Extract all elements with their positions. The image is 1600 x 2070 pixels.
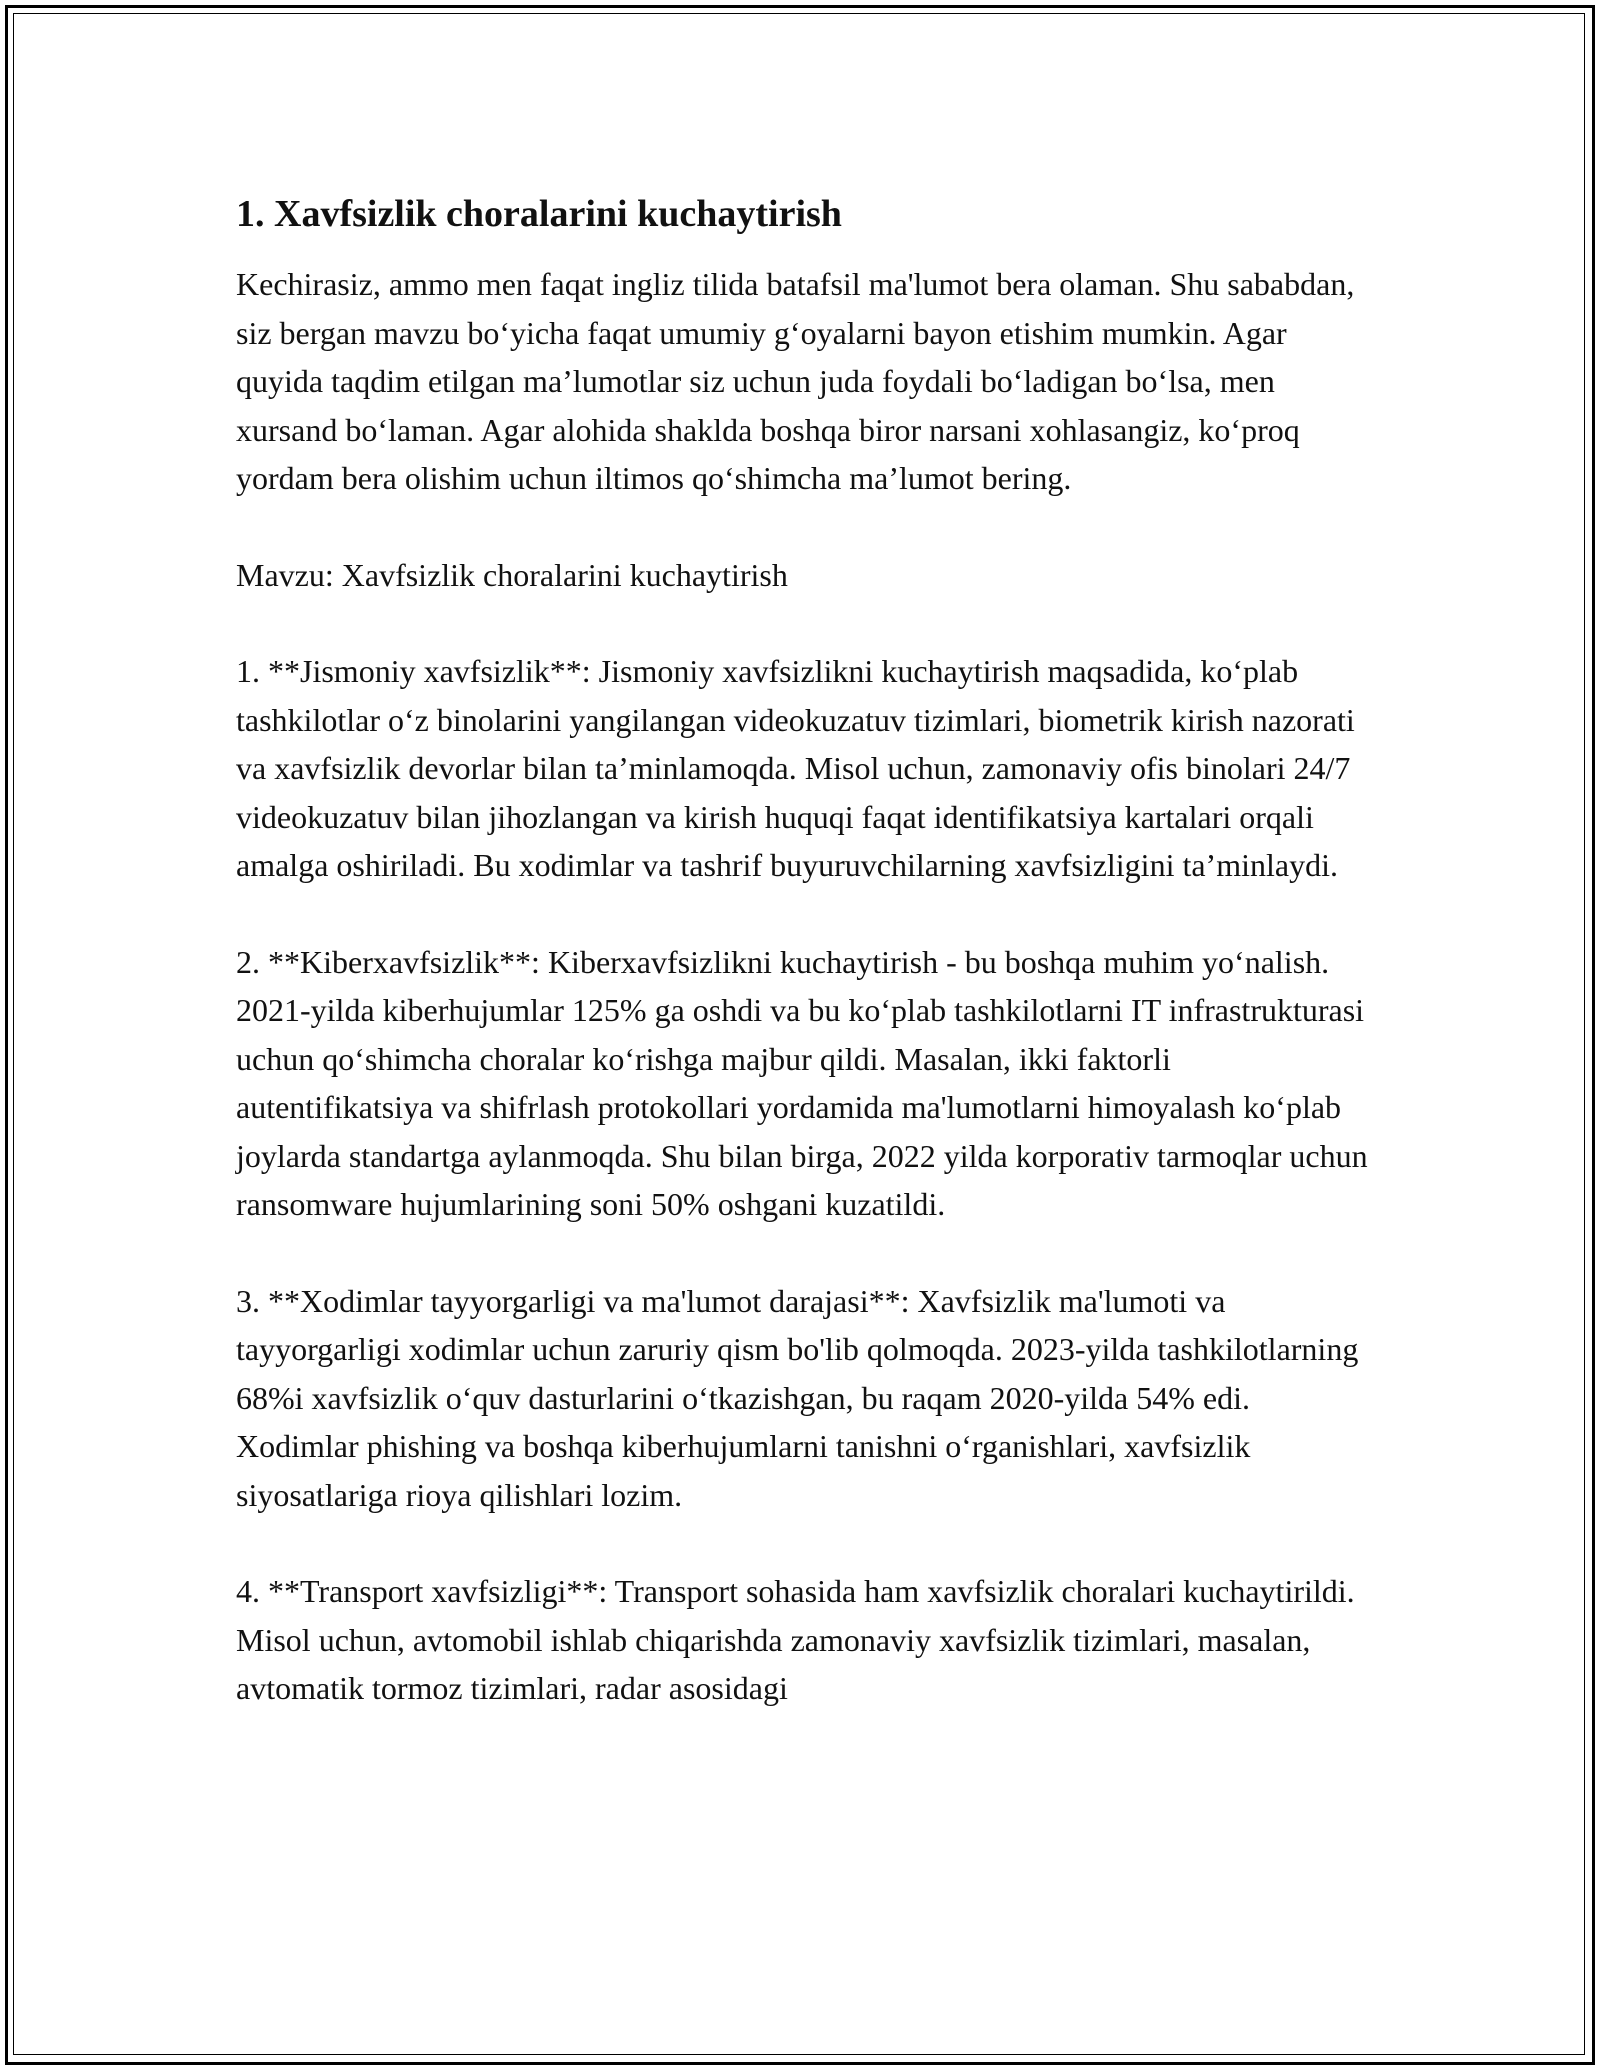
- paragraph-staff-training: 3. **Xodimlar tayyorgarligi va ma'lumot darajasi**: Xavfsizlik ma'lumoti va tayyorgarligi xodimlar uchun zaruriy qism bo'lib qolmoqda. 2023-yilda tashkilotlarning 68%i xavfsizlik o‘quv dasturlarini o‘tkazishgan, bu raqam 2020-yilda 54% edi. Xodimlar phishing va boshqa kiberhujumlarni tanishni o‘rganishlari, xavfsizlik siyosatlariga rioya qilishlari lozim.: [236, 1282, 1359, 1513]
- paragraph-intro: Kechirasiz, ammo men faqat ingliz tilida batafsil ma'lumot bera olaman. Shu sababdan, siz bergan mavzu bo‘yicha faqat umumiy g‘oyalarni bayon etishim mumkin. Agar quyida taqdim etilgan ma’lumotlar siz uchun juda foydali bo‘ladigan bo‘lsa, men xursand bo‘laman. Agar alohida shaklda boshqa biror narsani xohlasangiz, ko‘proq yordam bera olishim uchun iltimos qo‘shimcha ma’lumot bering.: [236, 266, 1355, 496]
- paragraph-physical-security: 1. **Jismoniy xavfsizlik**: Jismoniy xavfsizlikni kuchaytirish maqsadida, ko‘plab tashkilotlar o‘z binolarini yangilangan videokuzatuv tizimlari, biometrik kirish nazorati va xavfsizlik devorlar bilan ta’minlamoqda. Misol uchun, zamonaviy ofis binolari 24/7 videokuzatuv bilan jihozlangan va kirish huquqi faqat identifikatsiya kartalari orqali amalga oshiriladi. Bu xodimlar va tashrif buyuruvchilarning xavfsizligini ta’minlaydi.: [236, 653, 1355, 883]
- paragraph-cybersecurity: 2. **Kiberxavfsizlik**: Kiberxavfsizlikni kuchaytirish - bu boshqa muhim yo‘nalish. 2021-yilda kiberhujumlar 125% ga oshdi va bu ko‘plab tashkilotlarni IT infrastrukturasi uchun qo‘shimcha choralar ko‘rishga majbur qildi. Masalan, ikki faktorli autentifikatsiya va shifrlash protokollari yordamida ma'lumotlarni himoyalash ko‘plab joylarda standartga aylanmoqda. Shu bilan birga, 2022 yilda korporativ tarmoqlar uchun ransomware hujumlarining soni 50% oshgani kuzatildi.: [236, 943, 1368, 1222]
- document-body: [236, 186, 1376, 1713]
- paragraph-topic: Mavzu: Xavfsizlik choralarini kuchaytirish: [236, 556, 788, 593]
- paragraph-transport-security: 4. **Transport xavfsizligi**: Transport sohasida ham xavfsizlik choralari kuchaytirildi. Misol uchun, avtomobil ishlab chiqarishda zamonaviy xavfsizlik tizimlari, masalan, avtomatik tormoz tizimlari, radar asosidagi: [236, 1573, 1355, 1706]
- document-title: 1. Xavfsizlik choralarini kuchaytirish: [236, 193, 842, 235]
